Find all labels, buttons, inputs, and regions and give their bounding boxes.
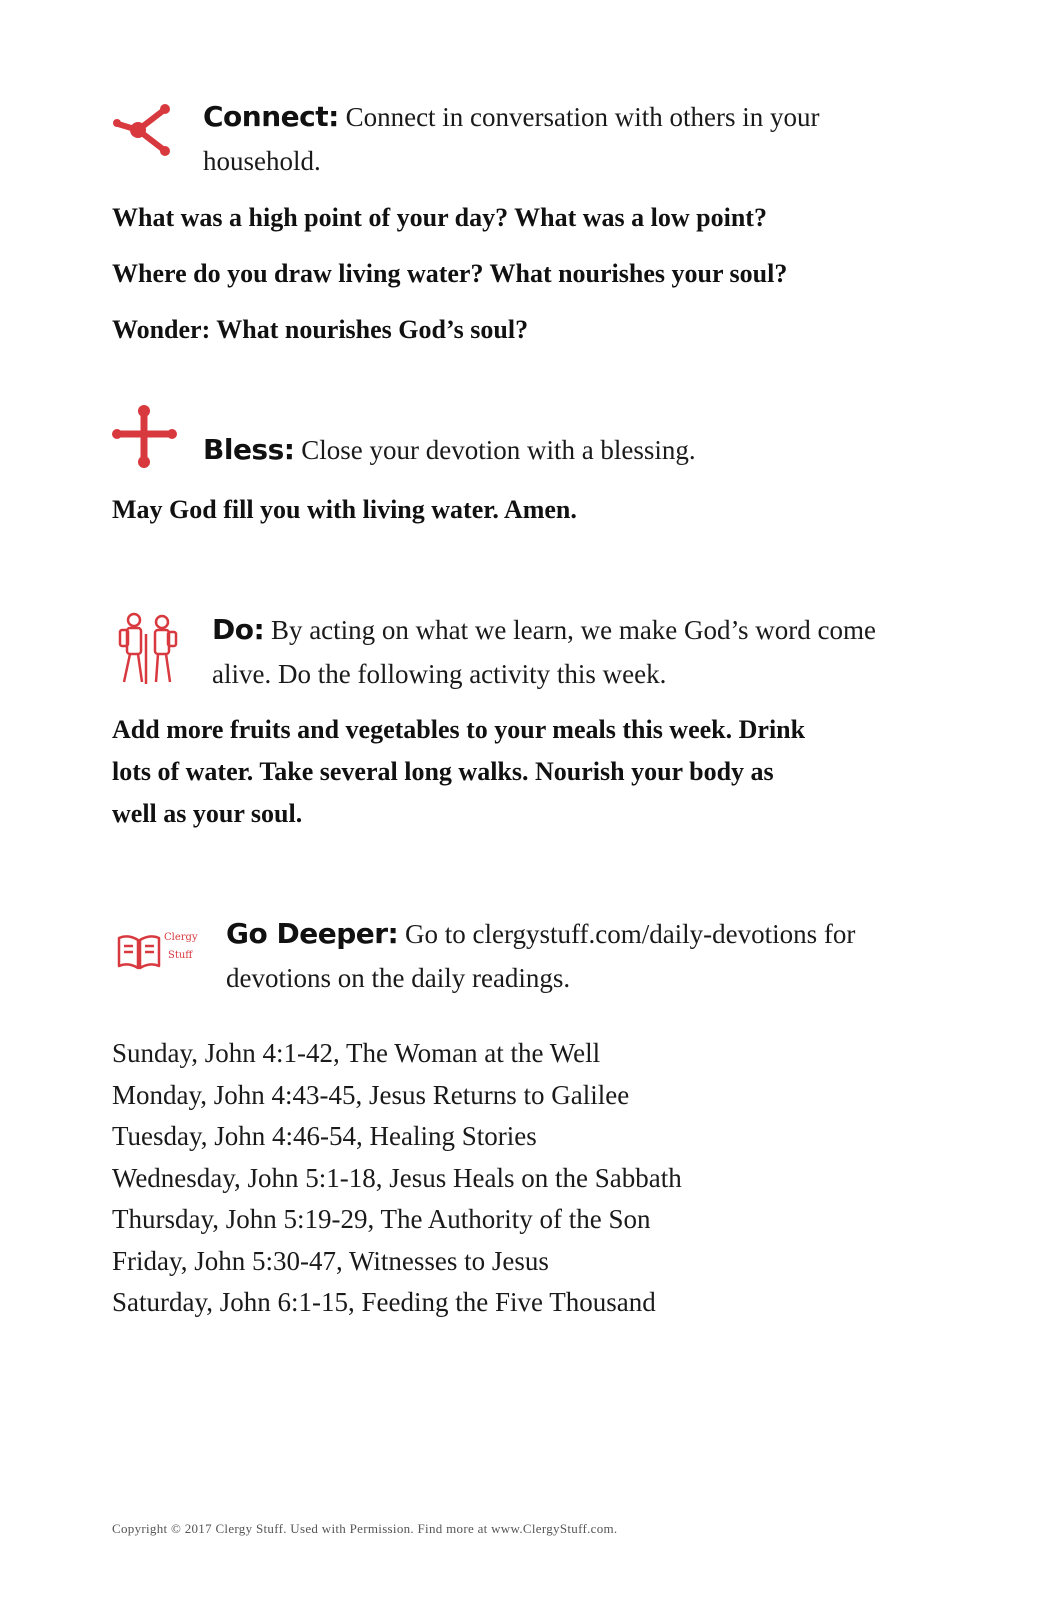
connect-question: Where do you draw living water? What nourishes your soul? — [112, 259, 788, 288]
do-activity-line: well as your soul. — [112, 799, 303, 828]
blessing-text: May God fill you with living water. Amen. — [112, 495, 577, 524]
clergy-stuff-logo — [116, 928, 200, 978]
open-book-icon — [116, 932, 162, 972]
do-intro-line1: By acting on what we learn, we make God’s word come — [270, 615, 877, 645]
do-intro — [212, 608, 942, 696]
go-deeper-intro-line2: devotions on the daily readings. — [226, 963, 571, 993]
connect-heading: Connect: — [203, 100, 339, 133]
do-activity-line: Add more fruits and vegetables to your meals this week. Drink — [112, 715, 806, 744]
connect-question: What was a high point of your day? What was a low point? — [112, 203, 767, 232]
reading-item: Monday, John 4:43-45, Jesus Returns to Galilee — [112, 1079, 630, 1110]
cross-icon — [112, 404, 178, 470]
connect-question: Wonder: What nourishes God’s soul? — [112, 315, 529, 344]
reading-item: Saturday, John 6:1-15, Feeding the Five Thousand — [112, 1287, 656, 1317]
bless-intro — [203, 428, 923, 472]
reading-item: Sunday, John 4:1-42, The Woman at the Well — [112, 1038, 601, 1068]
do-heading: Do: — [212, 613, 265, 646]
do-intro-line2: alive. Do the following activity this week. — [212, 659, 667, 689]
bless-intro-text: Close your devotion with a blessing. — [301, 435, 696, 465]
reading-item: Wednesday, John 5:1-18, Jesus Heals on the Sabbath — [112, 1162, 682, 1193]
reading-item: Tuesday, John 4:46-54, Healing Stories — [112, 1121, 537, 1151]
reading-item: Friday, John 5:30-47, Witnesses to Jesus — [112, 1245, 549, 1276]
copyright-footer: Copyright © 2017 Clergy Stuff. Used with Permission. Find more at www.ClergyStuff.com. — [112, 1521, 618, 1536]
go-deeper-intro — [226, 912, 946, 1000]
network-share-icon — [112, 100, 176, 164]
connect-intro-line1: Connect in conversation with others in your — [345, 102, 820, 132]
connect-intro — [203, 95, 923, 183]
bless-heading: Bless: — [203, 433, 295, 466]
hikers-icon — [118, 612, 180, 688]
do-activity-line: lots of water. Take several long walks. Nourish your body as — [112, 757, 774, 786]
reading-item: Thursday, John 5:19-29, The Authority of the Son — [112, 1204, 651, 1234]
go-deeper-intro-line1: Go to clergystuff.com/daily-devotions for — [404, 919, 856, 949]
go-deeper-heading: Go Deeper: — [226, 917, 399, 950]
logo-text-stuff: Stuff — [168, 950, 193, 961]
connect-intro-line2: household. — [203, 146, 321, 176]
logo-text-clergy: Clergy — [164, 932, 198, 943]
daily-readings-list — [112, 1033, 682, 1324]
